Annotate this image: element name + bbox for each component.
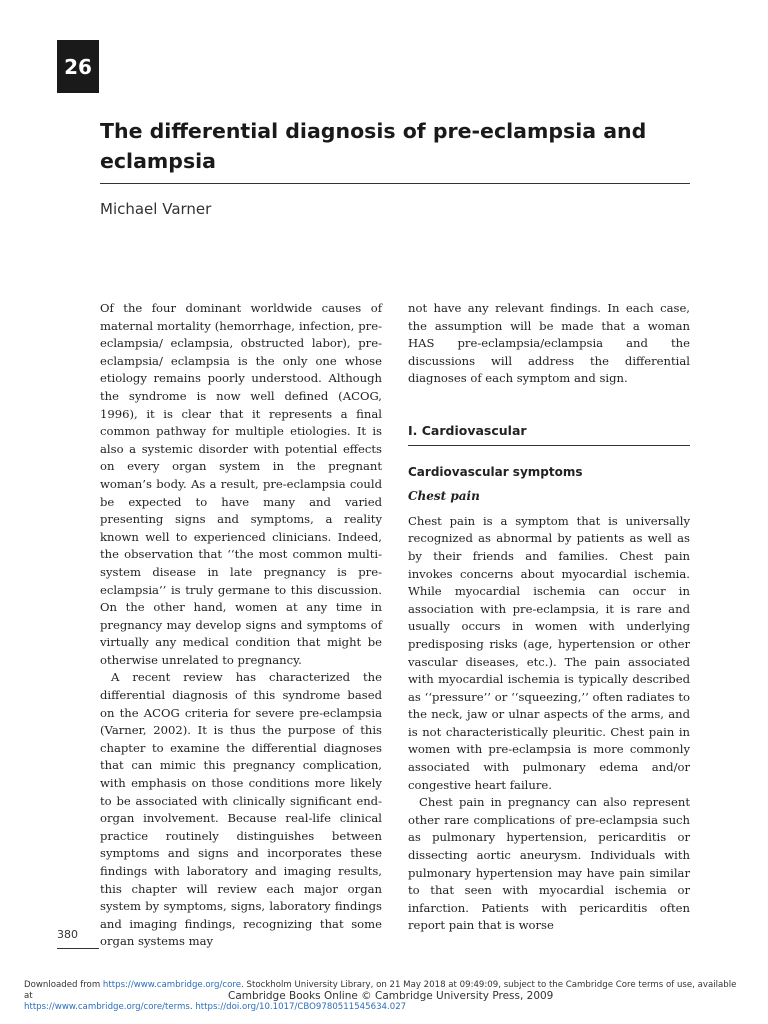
footer-sep: . — [189, 1002, 196, 1012]
page-number-rule — [57, 948, 99, 949]
body-paragraph: not have any relevant findings. In each case, the assumption will be made that a woman HAS pre-eclampsia/eclampsia and the discussions will address the differential diagnoses of each symptom and sign. — [408, 301, 690, 386]
subsubheading: Chest pain — [408, 489, 480, 504]
author-name: Michael Varner — [100, 200, 212, 218]
chapter-title: The differential diagnosis of pre-eclampsia and eclampsia — [100, 119, 647, 173]
chapter-number-box — [57, 40, 99, 93]
footer-prefix: Downloaded from — [24, 980, 103, 990]
footer-link-terms[interactable]: https://www.cambridge.org/core/terms — [24, 1002, 190, 1012]
body-paragraph: Chest pain is a symptom that is universally recognized as abnormal by patients as well as by their friends and families. Chest pain invokes concerns about myocardial ischemia. While myocardial ischemia can occur in association with pre-eclampsia, it is rare and usually occurs in women with underlying predisposing risks (age, hypertension or other vascular diseases, etc.). The pain associated with myocardial ischemia is typically described as ‘‘pressure’’ or ‘‘squeezing,’’ often radiates to the neck, jaw or ulnar aspects of the arms, and is not characteristically pleuritic. Chest pain in women with pre-eclampsia is more commonly associated with pulmonary edema and/or congestive heart failure. — [408, 513, 690, 792]
chapter-number: 26 — [64, 54, 92, 79]
body-paragraph: Of the four dominant worldwide causes of maternal mortality (hemorrhage, infection, pre-eclampsia/ eclampsia, obstructed labor), pre-eclampsia/ eclampsia is the only one whose etiology remains poorly understood. Although the syndrome is now well defined (ACOG, 1996), it is clear that it represents a final common pathway for multiple etiologies. It is also a systemic disorder with potential effects on every organ system in the pregnant woman’s body. As a result, pre-eclampsia could be expected to have many and varied presenting signs and symptoms, a reality known well to experienced clinicians. Indeed, the observation that ‘‘the most common multi-system disease in late pregnancy is pre-eclampsia’’ is truly germane to this discussion. On the other hand, women at any time in pregnancy may develop signs and symptoms of virtually any medical condition that might be otherwise unrelated to pregnancy. — [100, 301, 382, 667]
right-column — [408, 300, 690, 935]
title-divider — [100, 183, 690, 184]
left-column — [100, 300, 382, 951]
body-paragraph: A recent review has characterized the differential diagnosis of this syndrome based on the ACOG criteria for severe pre-eclampsia (Varner, 2002). It is thus the purpose of this chapter to examine the differential diagnoses that can mimic this pregnancy complication, with emphasis on those conditions more likely to be associated with clinically significant end-organ involvement. Because real-life clinical practice routinely distinguishes between symptoms and signs and incorporates these findings with laboratory and imaging results, this chapter will review each major organ system by symptoms, signs, laboratory findings and imaging findings, recognizing that some organ systems may — [100, 670, 382, 949]
section-heading: I. Cardiovascular — [408, 422, 690, 446]
footer-link-doi[interactable]: https://doi.org/10.1017/CBO9780511545634.027 — [195, 1002, 407, 1012]
footer-credit: Cambridge Books Online © Cambridge University Press, 2009 — [228, 990, 554, 1002]
body-paragraph: Chest pain in pregnancy can also represent other rare complications of pre-eclampsia such as pulmonary hypertension, pericarditis or dissecting aortic aneurysm. Individuals with pulmonary hypertension may have pain similar to that seen with myocardial ischemia or infarction. Patients with pericarditis often report pain that is worse — [408, 795, 690, 933]
footer-middle: . Stockholm University Library, on 21 May 2018 at 09:49:09, subject to the Cambridge Core terms of use, available at — [24, 980, 737, 1001]
subheading: Cardiovascular symptoms — [408, 464, 583, 479]
page-number: 380 — [57, 928, 78, 941]
footer-link-core[interactable]: https://www.cambridge.org/core — [102, 980, 242, 990]
